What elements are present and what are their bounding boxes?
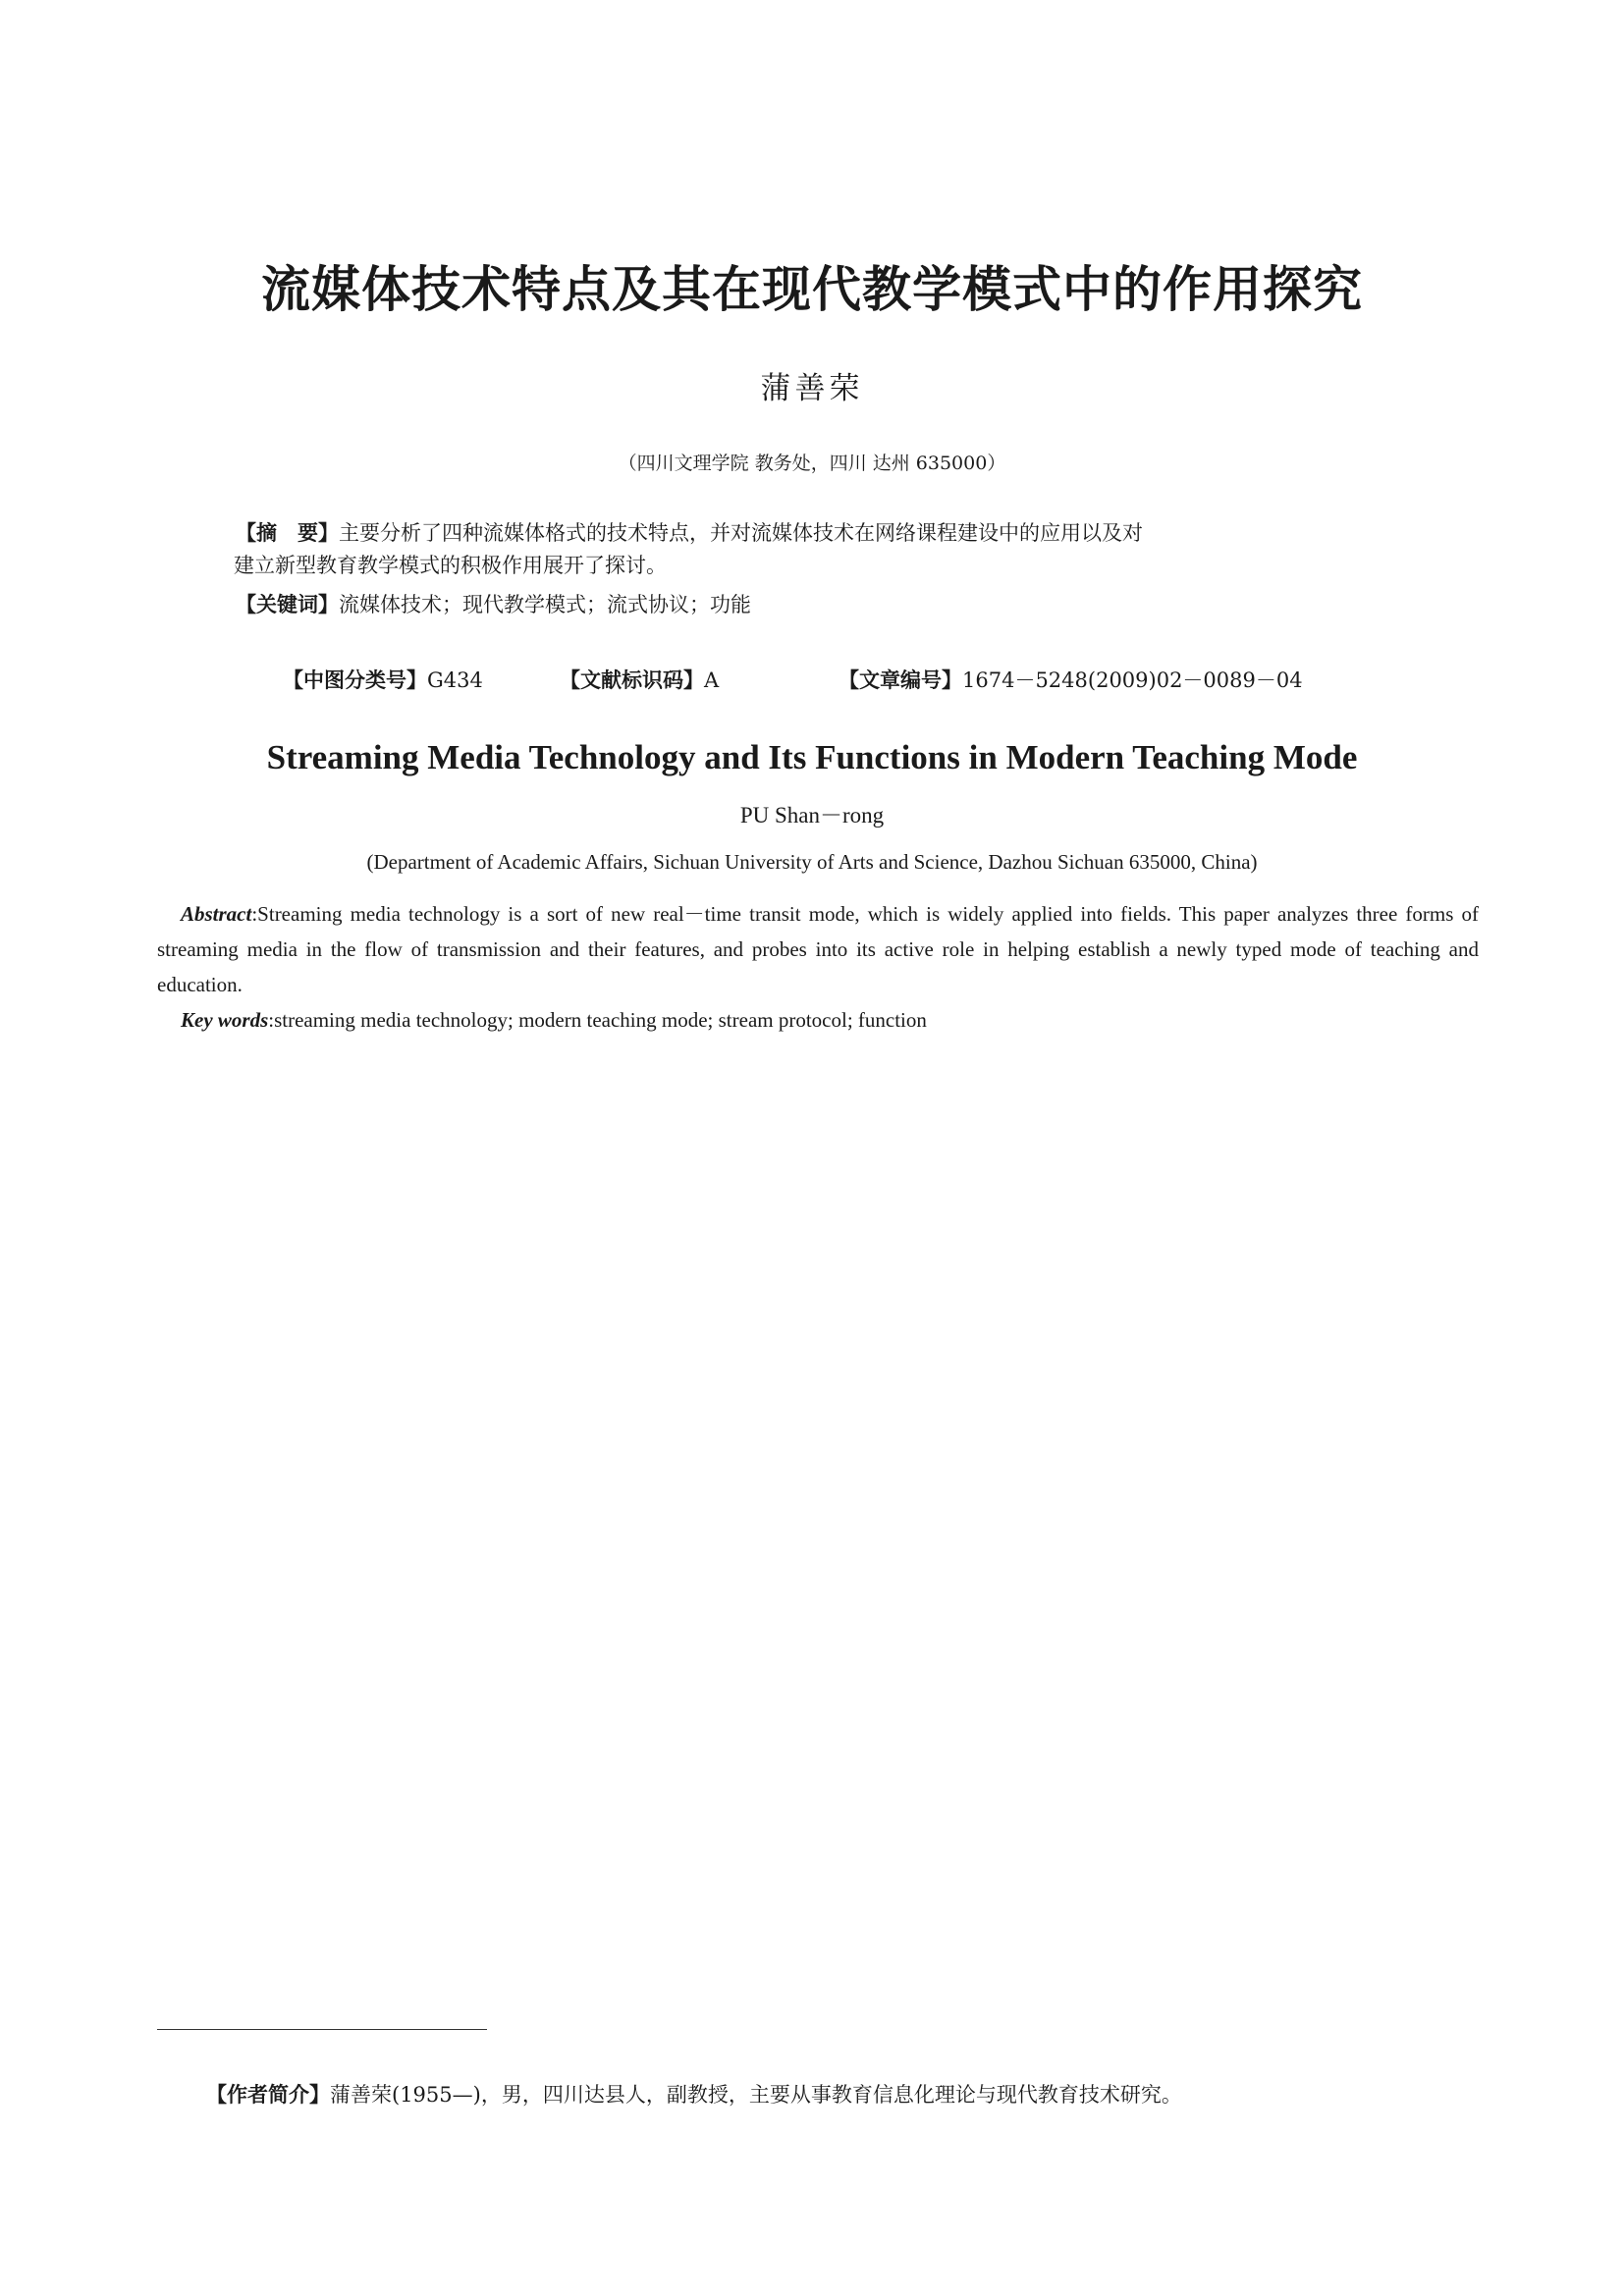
article-number <box>839 665 1303 694</box>
english-title: Streaming Media Technology and Its Functions in Modern Teaching Mode <box>266 738 1358 776</box>
chinese-affiliation: （四川文理学院 教务处，四川 达州 635000） <box>618 453 1006 474</box>
chinese-abstract-line1: 主要分析了四种流媒体格式的技术特点，并对流媒体技术在网络课程建设中的应用以及对 <box>339 521 1143 545</box>
article-number-value: 1674－5248(2009)02－0089－04 <box>962 668 1303 692</box>
footnote-divider <box>157 2029 487 2030</box>
chinese-abstract-label: 【摘 要】 <box>236 521 339 545</box>
document-code-label: 【文献标识码】 <box>560 668 704 692</box>
english-affiliation: (Department of Academic Affairs, Sichuan University of Arts and Science, Dazhou Sichuan 635000, China) <box>366 850 1258 874</box>
chinese-keywords-label: 【关键词】 <box>236 593 339 616</box>
document-code-value: A <box>704 668 720 692</box>
english-keywords <box>181 1002 1477 1038</box>
chinese-abstract-line2: 建立新型教育教学模式的积极作用展开了探讨。 <box>234 554 667 577</box>
clc-value: G434 <box>427 668 483 692</box>
document-code <box>560 665 719 694</box>
english-author: PU Shan－rong <box>739 803 885 828</box>
english-abstract <box>157 896 1479 1002</box>
english-abstract-text: :Streaming media technology is a sort of new real－time transit mode, which is widely applied into fields. This paper analyzes three forms of streaming media in the flow of transmission and their features, and probes into its active role in helping establish a newly typed mode of teaching and education. <box>157 902 1479 996</box>
chinese-author: 蒲善荣 <box>760 371 864 406</box>
english-keywords-label: Key words <box>181 1008 269 1032</box>
clc-label: 【中图分类号】 <box>283 668 427 692</box>
chinese-keywords-text: 流媒体技术；现代教学模式；流式协议；功能 <box>339 593 751 616</box>
author-footnote-text: 蒲善荣(1955—)，男，四川达县人，副教授，主要从事教育信息化理论与现代教育技术研究。 <box>330 2083 1182 2107</box>
english-keywords-text: :streaming media technology; modern teaching mode; stream protocol; function <box>268 1008 927 1032</box>
chinese-abstract <box>236 517 1414 582</box>
chinese-keywords <box>236 589 1414 621</box>
article-number-label: 【文章编号】 <box>839 668 962 692</box>
chinese-title: 流媒体技术特点及其在现代教学模式中的作用探究 <box>261 260 1363 318</box>
clc-number <box>283 665 483 694</box>
author-footnote <box>206 2079 1483 2109</box>
author-footnote-label: 【作者简介】 <box>206 2083 330 2107</box>
english-abstract-label: Abstract <box>181 902 252 926</box>
